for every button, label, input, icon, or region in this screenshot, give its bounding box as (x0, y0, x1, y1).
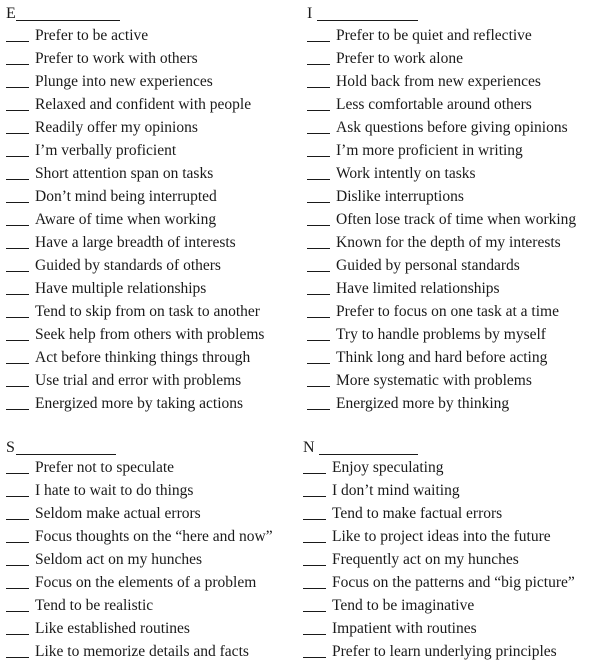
answer-blank[interactable] (6, 41, 29, 42)
list-item (307, 141, 607, 161)
list-item (6, 187, 306, 207)
list-item (6, 325, 306, 345)
list-item (303, 504, 603, 524)
answer-blank[interactable] (303, 496, 326, 497)
answer-blank[interactable] (307, 87, 330, 88)
list-item (303, 619, 603, 639)
list-item (307, 394, 607, 414)
item-text: Tend to skip from on task to another (35, 303, 260, 320)
answer-blank[interactable] (303, 611, 326, 612)
answer-blank[interactable] (6, 565, 29, 566)
list-item (6, 95, 306, 115)
item-text: I don’t mind waiting (332, 482, 460, 499)
score-blank-line[interactable] (16, 20, 120, 21)
item-text: Plunge into new experiences (35, 73, 213, 90)
item-text: Have limited relationships (336, 280, 500, 297)
answer-blank[interactable] (303, 519, 326, 520)
answer-blank[interactable] (307, 294, 330, 295)
answer-blank[interactable] (6, 496, 29, 497)
item-text: Aware of time when working (35, 211, 217, 228)
answer-blank[interactable] (6, 409, 29, 410)
answer-blank[interactable] (6, 542, 29, 543)
item-text: I’m verbally proficient (35, 142, 177, 159)
item-text: Energized more by thinking (336, 395, 510, 412)
list-item (307, 164, 607, 184)
item-text: Focus thoughts on the “here and now” (35, 528, 273, 545)
answer-blank[interactable] (6, 386, 29, 387)
score-blank-line[interactable] (317, 20, 418, 21)
list-item (6, 302, 306, 322)
list-item (6, 371, 306, 391)
item-text: Seek help from others with problems (35, 326, 265, 343)
answer-blank[interactable] (307, 41, 330, 42)
item-text: Don’t mind being interrupted (35, 188, 217, 205)
list-item (6, 279, 306, 299)
list-item (6, 394, 306, 414)
item-text: Prefer to learn underlying principles (332, 643, 557, 660)
answer-blank[interactable] (307, 225, 330, 226)
list-item (6, 642, 306, 662)
item-text: Act before thinking things through (35, 349, 251, 366)
answer-blank[interactable] (6, 87, 29, 88)
list-item (307, 49, 607, 69)
item-text: Like to project ideas into the future (332, 528, 551, 545)
list-item (307, 256, 607, 276)
list-item (6, 573, 306, 593)
item-text: Often lose track of time when working (336, 211, 577, 228)
list-item (6, 233, 306, 253)
item-text: Tend to be imaginative (332, 597, 475, 614)
section-letter: S (6, 439, 15, 456)
section-header (6, 4, 306, 24)
list-item (6, 527, 306, 547)
answer-blank[interactable] (6, 363, 29, 364)
answer-blank[interactable] (6, 519, 29, 520)
list-item (6, 26, 306, 46)
answer-blank[interactable] (303, 473, 326, 474)
answer-blank[interactable] (307, 133, 330, 134)
item-text: Dislike interruptions (336, 188, 464, 205)
list-item (6, 596, 306, 616)
item-text: Short attention span on tasks (35, 165, 214, 182)
answer-blank[interactable] (303, 657, 326, 658)
answer-blank[interactable] (307, 110, 330, 111)
answer-blank[interactable] (303, 588, 326, 589)
item-text: Less comfortable around others (336, 96, 532, 113)
answer-blank[interactable] (6, 248, 29, 249)
item-text: Focus on the elements of a problem (35, 574, 257, 591)
answer-blank[interactable] (6, 340, 29, 341)
section-header (6, 438, 306, 458)
answer-blank[interactable] (6, 133, 29, 134)
list-item (6, 210, 306, 230)
answer-blank[interactable] (6, 179, 29, 180)
list-item (6, 619, 306, 639)
item-text: Prefer to work alone (336, 50, 463, 67)
list-item (307, 371, 607, 391)
answer-blank[interactable] (6, 156, 29, 157)
list-item (6, 118, 306, 138)
list-item (303, 573, 603, 593)
item-text: Readily offer my opinions (35, 119, 198, 136)
list-item (307, 233, 607, 253)
list-item (307, 187, 607, 207)
answer-blank[interactable] (6, 588, 29, 589)
item-text: Have a large breadth of interests (35, 234, 236, 251)
answer-blank[interactable] (307, 317, 330, 318)
answer-blank[interactable] (303, 634, 326, 635)
score-blank-line[interactable] (16, 454, 116, 455)
answer-blank[interactable] (307, 409, 330, 410)
list-item (6, 458, 306, 478)
answer-blank[interactable] (6, 202, 29, 203)
list-item (6, 72, 306, 92)
item-text: Energized more by taking actions (35, 395, 244, 412)
list-item (303, 458, 603, 478)
answer-blank[interactable] (6, 317, 29, 318)
item-text: Guided by standards of others (35, 257, 221, 274)
list-item (6, 504, 306, 524)
item-text: Tend to make factual errors (332, 505, 503, 522)
answer-blank[interactable] (303, 542, 326, 543)
item-text: Known for the depth of my interests (336, 234, 561, 251)
answer-blank[interactable] (307, 248, 330, 249)
list-item (6, 49, 306, 69)
item-text: Prefer to be quiet and reflective (336, 27, 532, 44)
list-item (6, 481, 306, 501)
list-item (303, 481, 603, 501)
list-item (307, 279, 607, 299)
answer-blank[interactable] (307, 271, 330, 272)
list-item (6, 141, 306, 161)
item-text: Seldom make actual errors (35, 505, 201, 522)
item-text: Seldom act on my hunches (35, 551, 203, 568)
item-text: Frequently act on my hunches (332, 551, 519, 568)
answer-blank[interactable] (6, 271, 29, 272)
section-letter: E (6, 5, 16, 22)
section-letter: I (307, 5, 313, 22)
item-text: Prefer not to speculate (35, 459, 175, 476)
list-item (303, 642, 603, 662)
list-item (6, 256, 306, 276)
answer-blank[interactable] (303, 565, 326, 566)
list-item (6, 164, 306, 184)
item-text: Use trial and error with problems (35, 372, 242, 389)
list-item (307, 302, 607, 322)
item-text: Have multiple relationships (35, 280, 207, 297)
item-text: Prefer to be active (35, 27, 149, 44)
list-item (303, 527, 603, 547)
item-text: I’m more proficient in writing (336, 142, 523, 159)
section-header (303, 438, 603, 458)
answer-blank[interactable] (307, 64, 330, 65)
answer-blank[interactable] (307, 340, 330, 341)
item-text: Like to memorize details and facts (35, 643, 249, 660)
item-text: Hold back from new experiences (336, 73, 541, 90)
answer-blank[interactable] (307, 156, 330, 157)
item-text: I hate to wait to do things (35, 482, 194, 499)
list-item (307, 118, 607, 138)
item-text: Enjoy speculating (332, 459, 444, 476)
item-text: Impatient with routines (332, 620, 477, 637)
answer-blank[interactable] (6, 473, 29, 474)
item-text: Ask questions before giving opinions (336, 119, 568, 136)
list-item (307, 72, 607, 92)
list-item (303, 596, 603, 616)
item-text: Try to handle problems by myself (336, 326, 546, 343)
item-text: Think long and hard before acting (336, 349, 548, 366)
list-item (6, 348, 306, 368)
list-item (307, 325, 607, 345)
answer-blank[interactable] (307, 363, 330, 364)
list-item (307, 348, 607, 368)
item-text: Focus on the patterns and “big picture” (332, 574, 575, 591)
section-header (307, 4, 607, 24)
item-text: Work intently on tasks (336, 165, 476, 182)
list-item (307, 95, 607, 115)
item-text: Tend to be realistic (35, 597, 154, 614)
answer-blank[interactable] (307, 202, 330, 203)
list-item (307, 26, 607, 46)
item-text: More systematic with problems (336, 372, 532, 389)
item-text: Guided by personal standards (336, 257, 520, 274)
score-blank-line[interactable] (319, 454, 418, 455)
answer-blank[interactable] (6, 225, 29, 226)
item-text: Relaxed and confident with people (35, 96, 252, 113)
answer-blank[interactable] (307, 179, 330, 180)
answer-blank[interactable] (6, 634, 29, 635)
answer-blank[interactable] (6, 294, 29, 295)
answer-blank[interactable] (6, 657, 29, 658)
answer-blank[interactable] (6, 110, 29, 111)
answer-blank[interactable] (6, 611, 29, 612)
list-item (307, 210, 607, 230)
list-item (6, 550, 306, 570)
item-text: Like established routines (35, 620, 190, 637)
section-letter: N (303, 439, 315, 456)
answer-blank[interactable] (6, 64, 29, 65)
answer-blank[interactable] (307, 386, 330, 387)
item-text: Prefer to work with others (35, 50, 198, 67)
item-text: Prefer to focus on one task at a time (336, 303, 559, 320)
list-item (303, 550, 603, 570)
